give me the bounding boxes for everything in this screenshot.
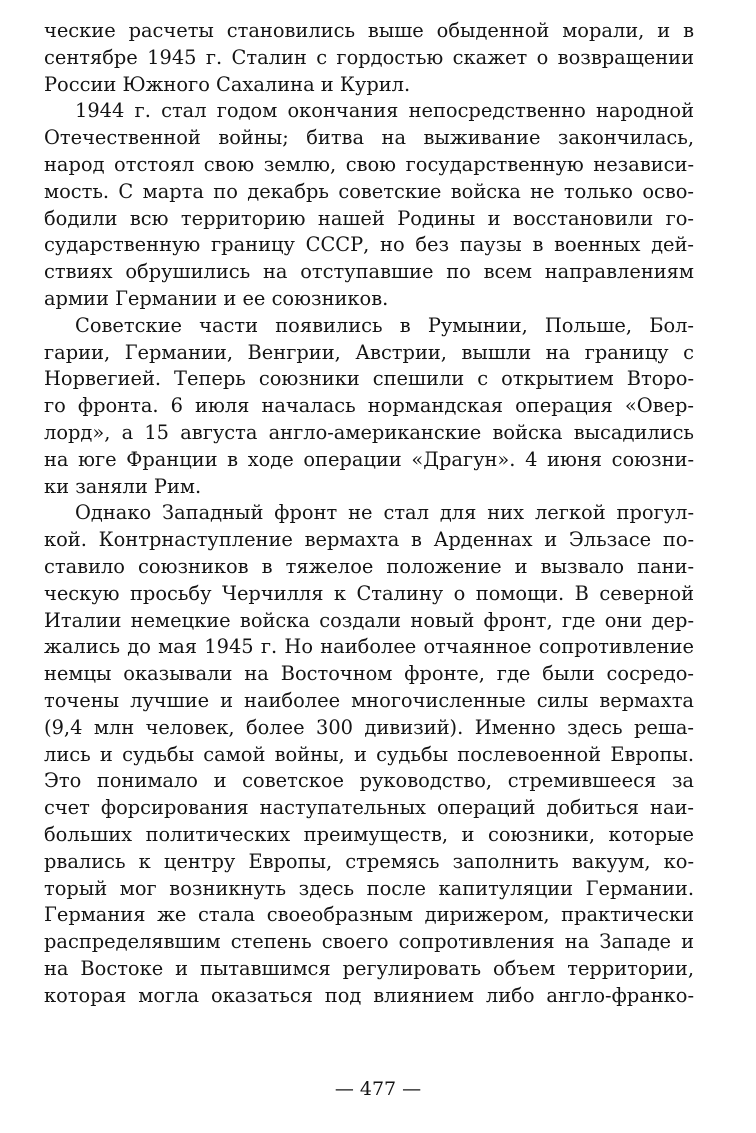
text-line: распределявшим степень своего сопротивления на Западе и — [44, 930, 694, 954]
text-line: счет форсирования наступательных операций добиться наи- — [44, 796, 694, 820]
text-line: ствиях обрушились на отступавшие по всем направлениям — [44, 260, 694, 284]
text-line: на юге Франции в ходе операции «Драгун». 4 июня союзни- — [44, 447, 694, 471]
page-number: — 477 — — [334, 1078, 422, 1100]
text-line: рвались к центру Европы, стремясь заполнить вакуум, ко- — [44, 849, 694, 873]
text-line: кой. Контрнаступление вермахта в Арденнах и Эльзасе по- — [44, 528, 694, 552]
text-line: Германия же стала своеобразным дирижером, практически — [44, 903, 694, 927]
text-line: которая могла оказаться под влиянием либо англо-франко- — [44, 983, 694, 1007]
text-line: го фронта. 6 июля началась нормандская операция «Овер- — [44, 394, 694, 418]
text-line: Однако Западный фронт не стал для них легкой прогул- — [75, 501, 694, 525]
text-line: немцы оказывали на Восточном фронте, где были сосредо- — [44, 662, 694, 686]
text-line: Отечественной войны; битва на выживание закончилась, — [44, 126, 694, 150]
text-line: 1944 г. стал годом окончания непосредственно народной — [75, 99, 694, 123]
text-line: на Востоке и пытавшимся регулировать объем территории, — [44, 956, 694, 980]
text-line: бодили всю территорию нашей Родины и восстановили го- — [44, 206, 694, 230]
text-line: ставило союзников в тяжелое положение и вызвало пани- — [44, 554, 694, 578]
text-line: Италии немецкие войска создали новый фронт, где они дер- — [44, 608, 694, 632]
paragraph — [44, 313, 694, 501]
text-line: мость. С марта по декабрь советские войска не только осво- — [44, 179, 694, 203]
text-line: ческие расчеты становились выше обыденной морали, и в — [44, 19, 694, 42]
text-line: армии Германии и ее союзников. — [44, 286, 389, 310]
paragraph — [44, 98, 694, 312]
text-line: лись и судьбы самой войны, и судьбы послевоенной Европы. — [44, 742, 694, 766]
text-line: ческую просьбу Черчилля к Сталину о помощи. В северной — [44, 581, 694, 605]
text-line: точены лучшие и наиболее многочисленные силы вермахта — [44, 688, 694, 712]
text-line: больших политических преимуществ, и союзники, которые — [44, 822, 694, 846]
text-line: торый мог возникнуть здесь после капитуляции Германии. — [44, 876, 694, 900]
text-line: сударственную границу СССР, но без паузы в военных дей- — [44, 233, 694, 257]
text-line: Норвегией. Теперь союзники спешили с открытием Второ- — [44, 367, 694, 391]
text-line: ки заняли Рим. — [44, 474, 202, 498]
text-line: Советские части появились в Румынии, Польше, Бол- — [75, 313, 694, 337]
paragraph — [44, 500, 694, 1009]
text-line: (9,4 млн человек, более 300 дивизий). Именно здесь реша- — [44, 715, 694, 739]
text-line: гарии, Германии, Венгрии, Австрии, вышли на границу с — [44, 340, 694, 364]
paragraph — [44, 18, 694, 98]
text-line: жались до мая 1945 г. Но наиболее отчаянное сопротивление — [44, 635, 694, 659]
text-line: лорд», а 15 августа англо-американские войска высадились — [44, 420, 694, 444]
text-line: России Южного Сахалина и Курил. — [44, 72, 411, 96]
text-line: народ отстоял свою землю, свою государственную независи- — [44, 152, 694, 176]
text-line: сентябре 1945 г. Сталин с гордостью скажет о возвращении — [44, 45, 694, 69]
text-line: Это понимало и советское руководство, стремившееся за — [44, 769, 694, 793]
body-text — [44, 18, 694, 1009]
